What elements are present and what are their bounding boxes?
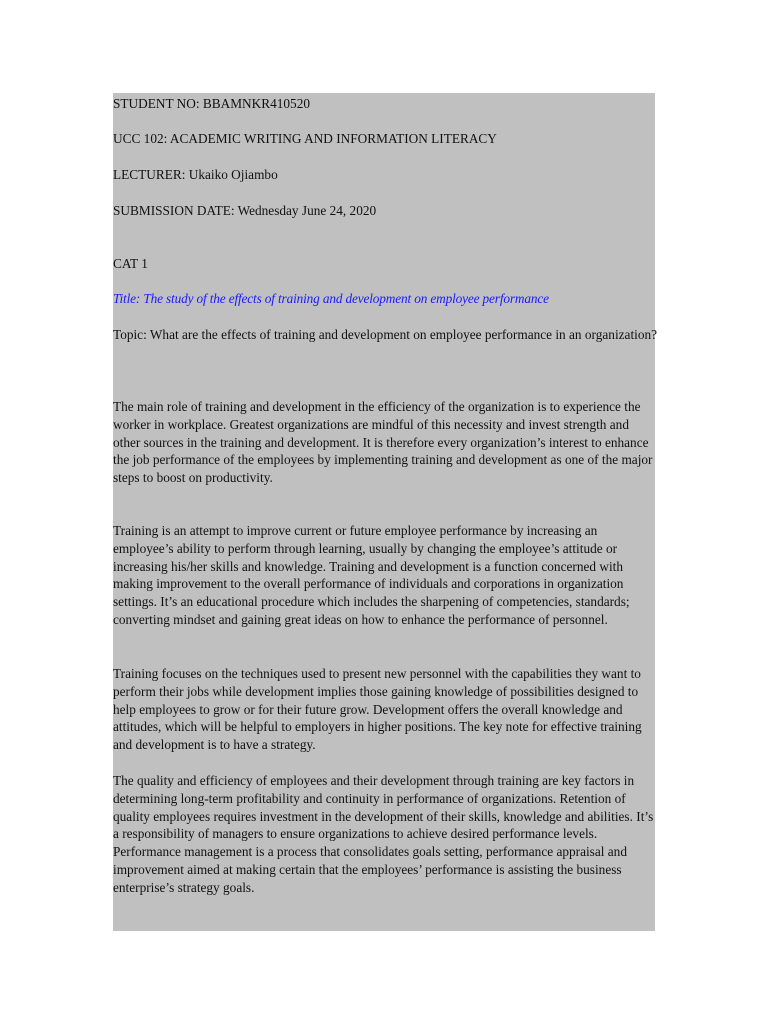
paragraph-1: The main role of training and development in the efficiency of the organization is to experience the worker in workplace. Greatest organizations are mindful of this necessity and invest strength and other sources in the training and development. It is therefore every organization’s interest to enhance the job performance of the employees by implementing training and development as one of the major steps to boost on productivity. bbox=[113, 399, 653, 486]
submission-date: SUBMISSION DATE: Wednesday June 24, 2020 bbox=[113, 203, 377, 218]
cat-label: CAT 1 bbox=[113, 256, 148, 271]
topic-question: Topic: What are the effects of training and development on employee performance in an organization? bbox=[113, 327, 658, 342]
paragraph-2: Training is an attempt to improve current or future employee performance by increasing an employee’s ability to perform through learning, usually by changing the employee’s attitude or increasing his/her skills and knowledge. Training and development is a function concerned with making improvement to the overall performance of individuals and corporations in organization settings. It’s an educational procedure which includes the sharpening of competencies, standards; converting mindset and gaining great ideas on how to enhance the performance of personnel. bbox=[113, 523, 630, 627]
lecturer-name: LECTURER: Ukaiko Ojiambo bbox=[113, 167, 278, 182]
paragraph-4: The quality and efficiency of employees and their development through training are key factors in determining long-term profitability and continuity in performance of organizations. Retention of quality employees requires investment in the development of their skills, knowledge and abilities. It’s a responsibility of managers to ensure organizations to achieve desired performance levels. Performance management is a process that consolidates goals setting, performance appraisal and improvement aimed at making certain that the employees’ performance is assisting the business enterprise’s strategy goals. bbox=[113, 773, 654, 895]
paragraph-3: Training focuses on the techniques used to present new personnel with the capabilities they want to perform their jobs while development implies those gaining knowledge of possibilities designed to help employees to grow or for their future grow. Development offers the overall knowledge and attitudes, which will be helpful to employers in higher positions. The key note for effective training and development is to have a strategy. bbox=[113, 666, 642, 753]
document-title: Title: The study of the effects of training and development on employee performance bbox=[113, 291, 549, 306]
course-code: UCC 102: ACADEMIC WRITING AND INFORMATION LITERACY bbox=[113, 131, 497, 146]
student-number: STUDENT NO: BBAMNKR410520 bbox=[113, 96, 311, 111]
